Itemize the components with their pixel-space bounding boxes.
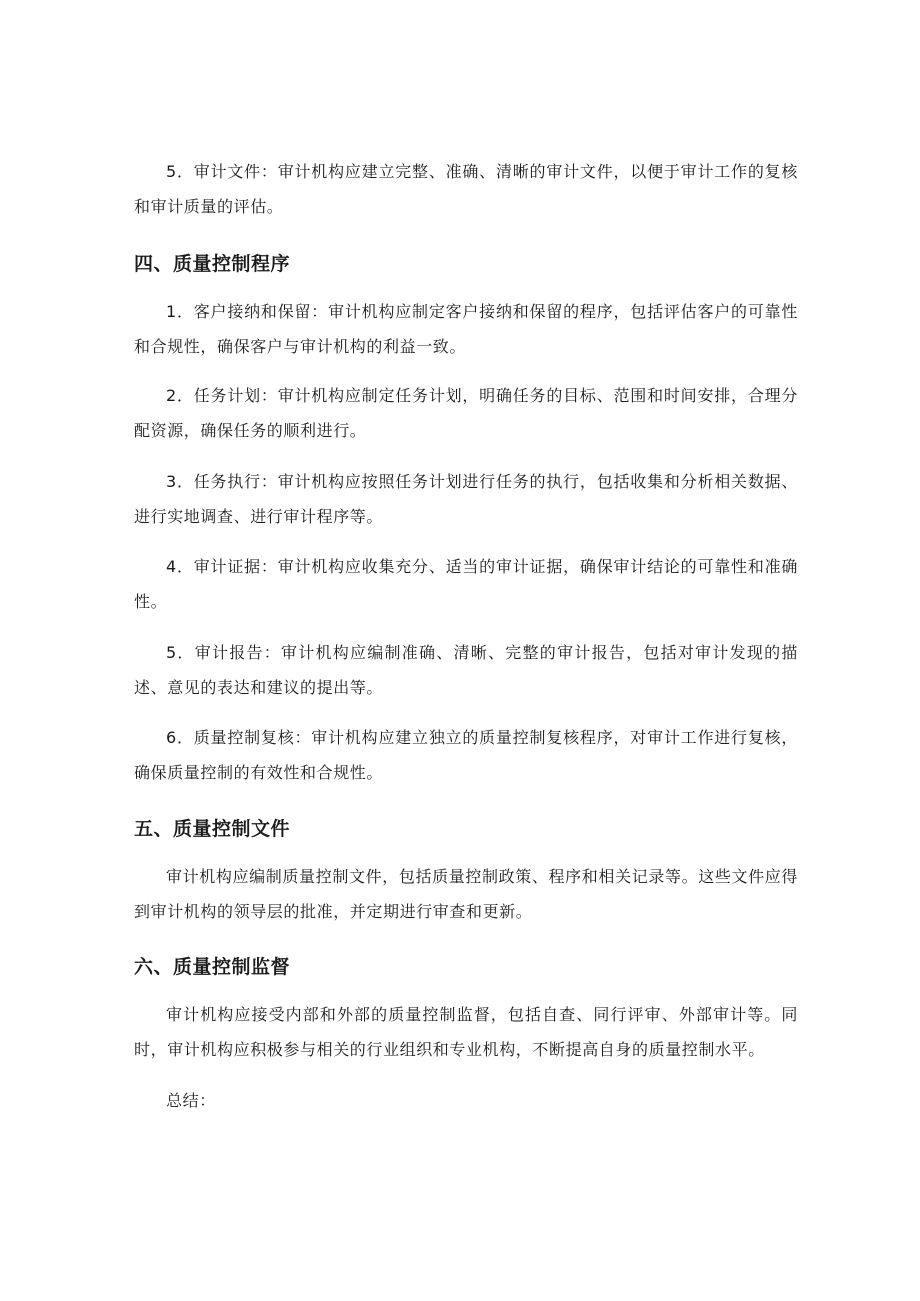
list-item: 4．审计证据：审计机构应收集充分、适当的审计证据，确保审计结论的可靠性和准确性。 [134,557,798,611]
summary-label: 总结： [166,1091,216,1110]
list-item: 1．客户接纳和保留：审计机构应制定客户接纳和保留的程序，包括评估客户的可靠性和合规性，确保客户与审计机构的利益一致。 [134,302,798,356]
section-heading-6: 六、质量控制监督 [134,956,291,978]
section-heading-5: 五、质量控制文件 [134,818,291,840]
paragraph-quality-supervision: 审计机构应接受内部和外部的质量控制监督，包括自查、同行评审、外部审计等。同时，审计机构应积极参与相关的行业组织和专业机构，不断提高自身的质量控制水平。 [134,1005,798,1059]
list-item: 2．任务计划：审计机构应制定任务计划，明确任务的目标、范围和时间安排，合理分配资源，确保任务的顺利进行。 [134,386,798,440]
list-item: 5．审计报告：审计机构应编制准确、清晰、完整的审计报告，包括对审计发现的描述、意见的表达和建议的提出等。 [134,643,798,697]
list-item: 6．质量控制复核：审计机构应建立独立的质量控制复核程序，对审计工作进行复核，确保质量控制的有效性和合规性。 [134,728,798,782]
list-item: 3．任务执行：审计机构应按照任务计划进行任务的执行，包括收集和分析相关数据、进行实地调查、进行审计程序等。 [134,472,798,526]
section-heading-4: 四、质量控制程序 [134,253,291,275]
paragraph-audit-file: 5．审计文件：审计机构应建立完整、准确、清晰的审计文件，以便于审计工作的复核和审计质量的评估。 [134,162,798,216]
paragraph-quality-files: 审计机构应编制质量控制文件，包括质量控制政策、程序和相关记录等。这些文件应得到审计机构的领导层的批准，并定期进行审查和更新。 [134,867,798,921]
